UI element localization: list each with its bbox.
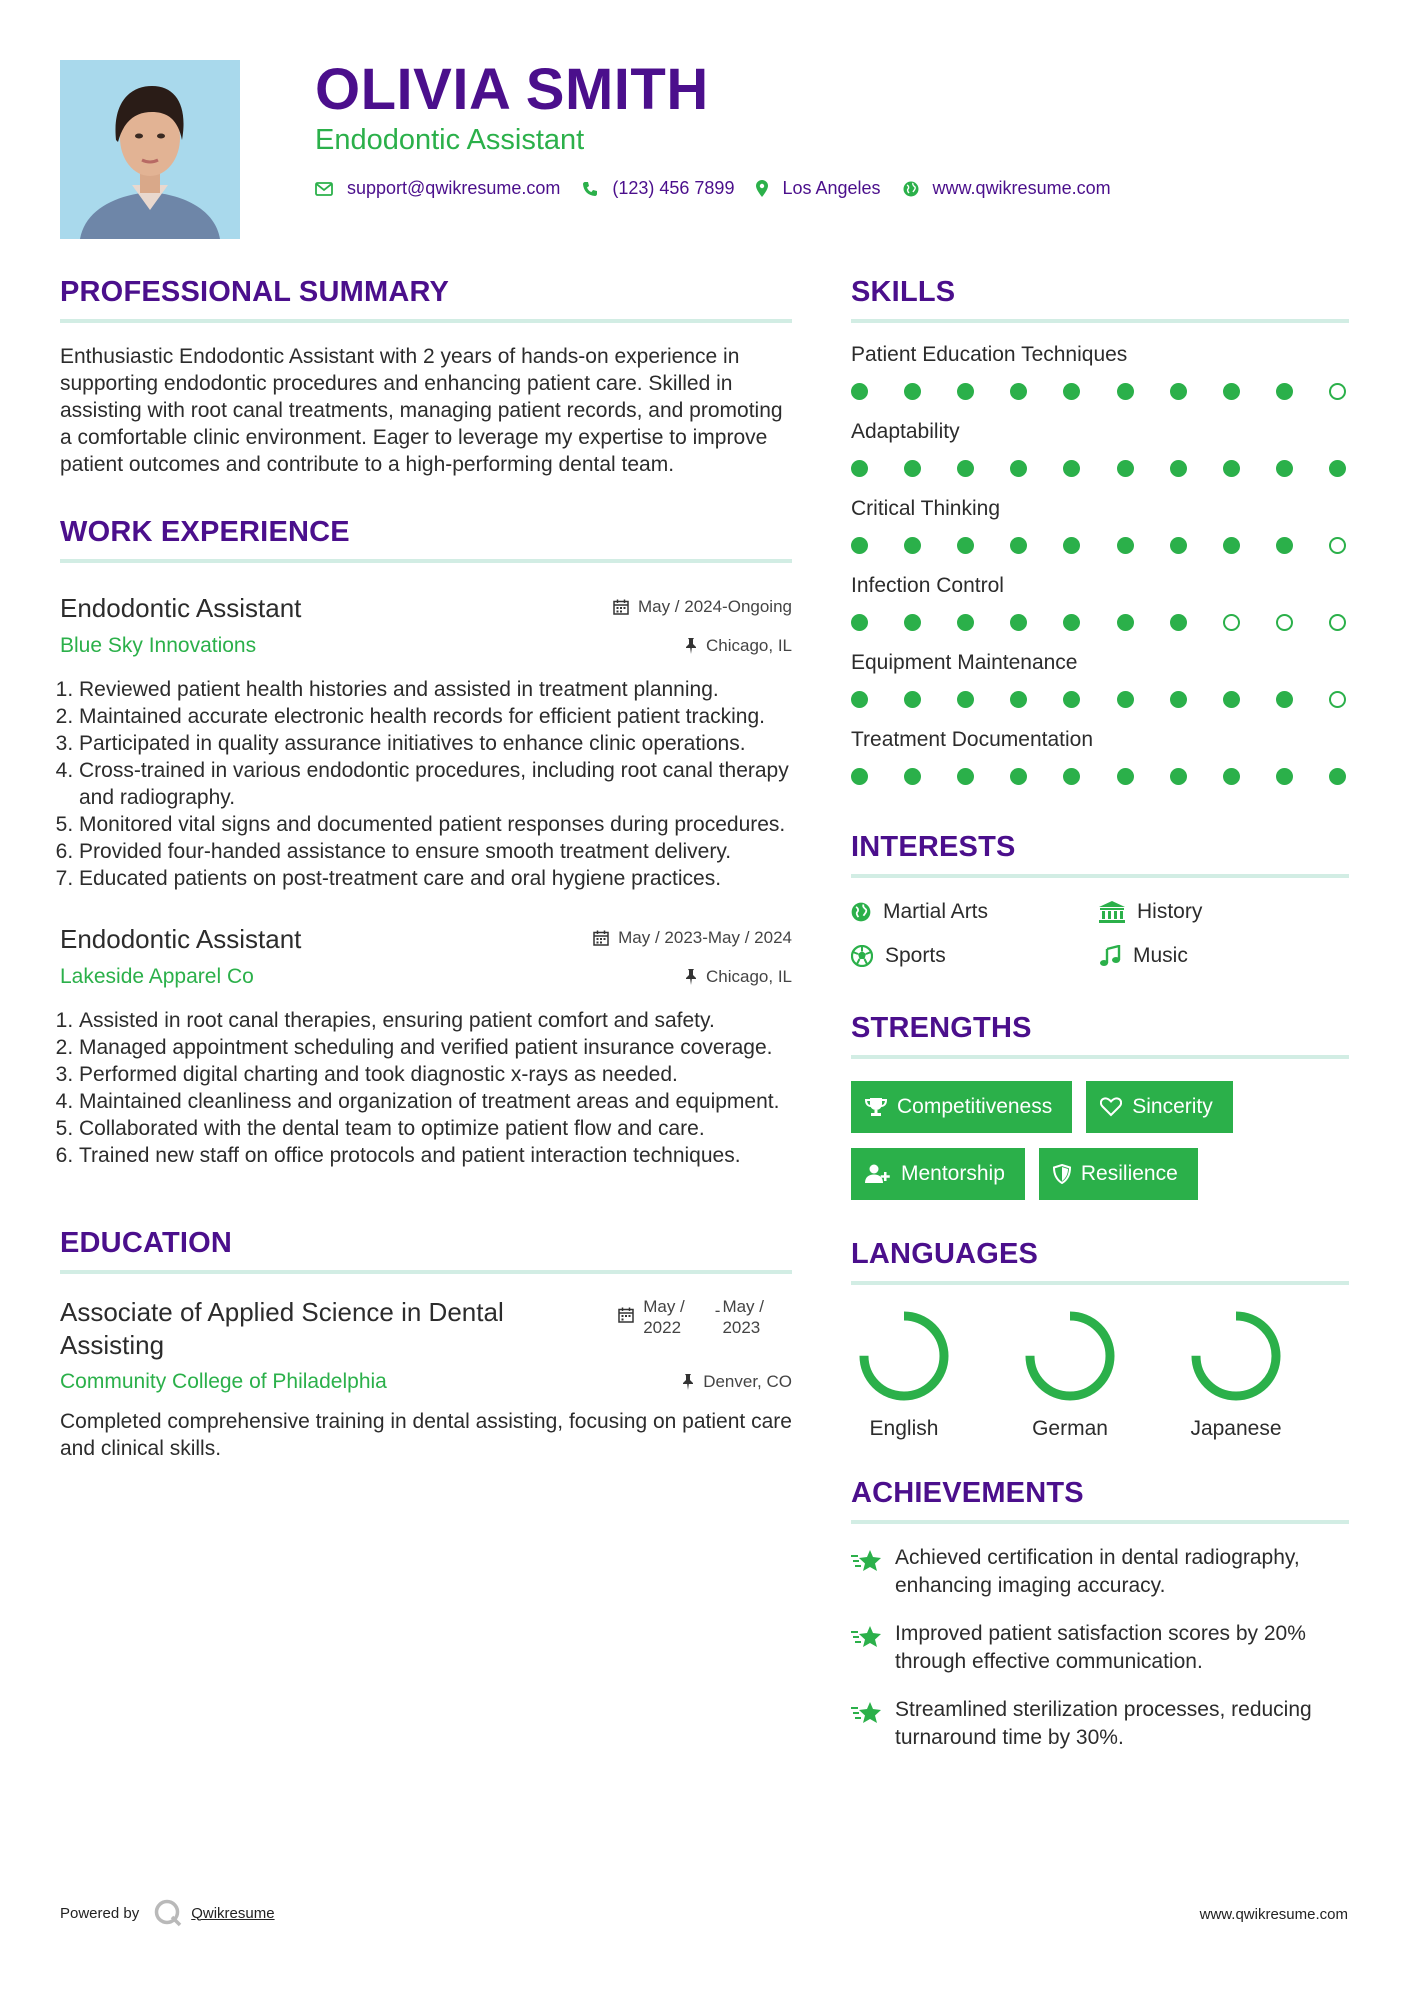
list-item: 4. Maintained cleanliness and organization of treatment areas and equipment. — [79, 1088, 792, 1115]
skill-rating — [851, 768, 1346, 785]
job-location — [685, 636, 792, 656]
music-note-icon — [1099, 945, 1121, 967]
achievement-item — [851, 1544, 1349, 1600]
achievement-item — [851, 1620, 1349, 1676]
pushpin-icon — [685, 969, 697, 985]
rating-dot-filled — [1063, 383, 1080, 400]
rating-dot-filled — [1170, 460, 1187, 477]
rating-dot-filled — [1223, 691, 1240, 708]
skill-name: Critical Thinking — [851, 497, 1000, 520]
education-location — [682, 1372, 792, 1392]
rating-dot-filled — [904, 537, 921, 554]
achievements-section — [851, 1477, 1349, 1752]
rating-dot-filled — [851, 691, 868, 708]
experience-section — [60, 516, 792, 1169]
rating-dot-filled — [904, 768, 921, 785]
job-entry — [60, 924, 792, 1169]
calendar-icon — [593, 930, 609, 946]
education-dates: May / 2022 - May / 2023 — [618, 1296, 764, 1338]
language-level-ring — [857, 1309, 951, 1403]
skill-name: Infection Control — [851, 574, 1004, 597]
list-item: 6. Provided four-handed assistance to ensure smooth treatment delivery. — [79, 838, 792, 865]
calendar-icon — [618, 1307, 634, 1323]
footer-powered-by — [60, 1898, 275, 1928]
rating-dot-filled — [957, 614, 974, 631]
language-level-arc — [864, 1316, 944, 1396]
rating-dot-filled — [1117, 537, 1134, 554]
strength-tag — [1039, 1148, 1198, 1200]
rating-dot-filled — [1223, 460, 1240, 477]
skills-list — [851, 343, 1349, 785]
rating-dot-filled — [1010, 614, 1027, 631]
heart-icon — [1100, 1097, 1122, 1117]
job-dates — [593, 928, 792, 948]
envelope-icon — [315, 182, 333, 196]
strength-label: Competitiveness — [897, 1095, 1053, 1118]
list-item: 1. Assisted in root canal therapies, ensuring patient comfort and safety. — [79, 1007, 792, 1034]
phone-icon — [582, 181, 598, 197]
rating-dot-filled — [1010, 460, 1027, 477]
degree-title: Associate of Applied Science in Dental Assisting — [60, 1297, 504, 1360]
company-name: Lakeside Apparel Co — [60, 965, 254, 988]
shield-icon — [1053, 1164, 1071, 1184]
strength-label: Mentorship — [901, 1162, 1005, 1185]
job-dates — [613, 597, 792, 617]
rating-dot-filled — [957, 537, 974, 554]
education-section — [60, 1227, 792, 1462]
list-item: 5. Monitored vital signs and documented patient responses during procedures. — [79, 811, 792, 838]
website-text: www.qwikresume.com — [932, 178, 1111, 198]
user-plus-icon — [865, 1164, 891, 1184]
award-star-icon — [851, 1624, 883, 1650]
job-location-text: Chicago, IL — [706, 636, 792, 655]
strength-tag — [851, 1148, 1025, 1200]
rating-dot-filled — [851, 768, 868, 785]
rating-dot-filled — [1063, 768, 1080, 785]
languages-section — [851, 1238, 1349, 1441]
skills-section — [851, 276, 1349, 785]
contact-email[interactable] — [315, 178, 560, 199]
list-item: 7. Educated patients on post-treatment care and oral hygiene practices. — [79, 865, 792, 892]
rating-dot-filled — [1329, 460, 1346, 477]
rating-dot-filled — [1063, 691, 1080, 708]
list-item: 3. Performed digital charting and took diagnostic x-rays as needed. — [79, 1061, 792, 1088]
list-item: 3. Participated in quality assurance initiatives to enhance clinic operations. — [79, 730, 792, 757]
map-pin-icon — [756, 180, 768, 197]
language-item — [1183, 1309, 1349, 1441]
rating-dot-filled — [1170, 768, 1187, 785]
interests-section — [851, 831, 1349, 968]
rating-dot-filled — [1276, 460, 1293, 477]
skill-rating — [851, 691, 1346, 708]
language-name: English — [869, 1417, 939, 1440]
rating-dot-filled — [851, 614, 868, 631]
location-text: Los Angeles — [782, 178, 881, 198]
education-description: Completed comprehensive training in dental assisting, focusing on patient care and clinical skills. — [60, 1410, 792, 1460]
section-divider — [851, 1520, 1349, 1524]
rating-dot-empty — [1329, 691, 1346, 708]
rating-dot-filled — [1063, 614, 1080, 631]
rating-dot-filled — [1063, 537, 1080, 554]
rating-dot-filled — [1063, 460, 1080, 477]
language-level-arc — [1196, 1316, 1276, 1396]
list-item: 6. Trained new staff on office protocols and patient interaction techniques. — [79, 1142, 792, 1169]
skill-rating — [851, 614, 1346, 631]
rating-dot-filled — [904, 614, 921, 631]
rating-dot-empty — [1329, 383, 1346, 400]
pushpin-icon — [682, 1374, 694, 1390]
achievement-text: Improved patient satisfaction scores by 20% through effective communication. — [895, 1622, 1306, 1673]
interests-list — [851, 900, 1349, 968]
section-divider — [60, 319, 792, 323]
rating-dot-filled — [851, 383, 868, 400]
rating-dot-filled — [1170, 383, 1187, 400]
profile-photo — [60, 60, 240, 239]
rating-dot-filled — [957, 691, 974, 708]
rating-dot-filled — [851, 537, 868, 554]
skill-name: Equipment Maintenance — [851, 651, 1078, 674]
rating-dot-filled — [904, 460, 921, 477]
rating-dot-filled — [1010, 537, 1027, 554]
rating-dot-filled — [957, 460, 974, 477]
rating-dot-filled — [1170, 614, 1187, 631]
rating-dot-filled — [1170, 691, 1187, 708]
rating-dot-filled — [1276, 691, 1293, 708]
interest-label: Martial Arts — [883, 900, 989, 923]
education-heading: EDUCATION — [60, 1227, 233, 1259]
language-level-arc — [1030, 1316, 1110, 1396]
interest-item — [1099, 944, 1299, 968]
interest-label: Music — [1133, 944, 1188, 967]
education-location-text: Denver, CO — [703, 1372, 792, 1391]
interest-item — [851, 944, 1099, 968]
achievement-text: Achieved certification in dental radiography, enhancing imaging accuracy. — [895, 1546, 1300, 1597]
phone-text: (123) 456 7899 — [612, 178, 735, 198]
language-name: German — [1032, 1417, 1108, 1440]
award-star-icon — [851, 1548, 883, 1574]
contact-location — [756, 178, 880, 199]
language-name: Japanese — [1190, 1417, 1282, 1440]
skill-name: Adaptability — [851, 420, 960, 443]
achievement-text: Streamlined sterilization processes, reducing turnaround time by 30%. — [895, 1698, 1312, 1749]
summary-heading: PROFESSIONAL SUMMARY — [60, 276, 450, 308]
section-divider — [851, 874, 1349, 878]
interest-item — [1099, 900, 1299, 924]
edu-end-month: May / — [722, 1297, 764, 1316]
rating-dot-filled — [1276, 383, 1293, 400]
section-divider — [851, 319, 1349, 323]
achievements-heading: ACHIEVEMENTS — [851, 1477, 1084, 1509]
rating-dot-filled — [1010, 768, 1027, 785]
skill-rating — [851, 383, 1346, 400]
skill-name: Treatment Documentation — [851, 728, 1094, 751]
skill-item — [851, 420, 1349, 477]
rating-dot-filled — [904, 691, 921, 708]
email-text: support@qwikresume.com — [347, 178, 561, 198]
rating-dot-empty — [1223, 614, 1240, 631]
portrait-illustration — [60, 60, 240, 239]
strengths-list — [851, 1081, 1351, 1215]
rating-dot-filled — [1117, 383, 1134, 400]
candidate-title: Endodontic Assistant — [315, 124, 585, 156]
strength-label: Resilience — [1080, 1162, 1178, 1185]
duties-list — [60, 676, 792, 892]
qwikresume-logo-icon — [153, 1898, 183, 1928]
rating-dot-filled — [1117, 460, 1134, 477]
skill-item — [851, 497, 1349, 554]
rating-dot-filled — [957, 383, 974, 400]
museum-icon — [1099, 901, 1125, 923]
interest-item — [851, 900, 1099, 924]
strengths-heading: STRENGTHS — [851, 1012, 1032, 1044]
strength-label: Sincerity — [1132, 1095, 1213, 1118]
achievement-item — [851, 1696, 1349, 1752]
rating-dot-filled — [1223, 768, 1240, 785]
rating-dot-filled — [1117, 691, 1134, 708]
rating-dot-filled — [1276, 768, 1293, 785]
edu-start-year: 2022 — [643, 1318, 682, 1337]
language-item — [851, 1309, 1017, 1441]
strength-tag — [1086, 1081, 1233, 1133]
language-item — [1017, 1309, 1183, 1441]
footer-website[interactable]: www.qwikresume.com — [1199, 1906, 1348, 1923]
skill-item — [851, 343, 1349, 400]
list-item: 5. Collaborated with the dental team to optimize patient flow and care. — [79, 1115, 792, 1142]
right-column — [851, 276, 1349, 1752]
summary-text: Enthusiastic Endodontic Assistant with 2 years of hands-on experience in supporting endodontic procedures and enhancing patient care. Skilled in assisting with root canal treatments, managing patient records, and promoting a comfortable clinic environment. Eager to leverage my expertise to improve patient outcomes and contribute to a high-performing dental team. — [60, 345, 783, 476]
rating-dot-filled — [1223, 383, 1240, 400]
rating-dot-filled — [957, 768, 974, 785]
candidate-name: OLIVIA SMITH — [315, 57, 709, 122]
strengths-section — [851, 1012, 1349, 1215]
job-dates-text: May / 2024-Ongoing — [637, 597, 792, 616]
interest-label: History — [1137, 900, 1203, 923]
duties-list — [60, 1007, 792, 1169]
job-location-text: Chicago, IL — [706, 967, 792, 986]
contact-website[interactable] — [903, 178, 1111, 199]
list-item: 1. Reviewed patient health histories and assisted in treatment planning. — [79, 676, 792, 703]
rating-dot-empty — [1329, 614, 1346, 631]
languages-list — [851, 1309, 1349, 1441]
left-column — [60, 276, 792, 1462]
trophy-icon — [865, 1097, 887, 1117]
summary-section — [60, 276, 792, 478]
globe-icon — [903, 181, 919, 197]
section-divider — [851, 1281, 1349, 1285]
language-level-ring — [1023, 1309, 1117, 1403]
list-item: 2. Managed appointment scheduling and verified patient insurance coverage. — [79, 1034, 792, 1061]
rating-dot-filled — [1010, 691, 1027, 708]
rating-dot-filled — [1276, 537, 1293, 554]
rating-dot-empty — [1329, 537, 1346, 554]
rating-dot-filled — [1117, 768, 1134, 785]
rating-dot-filled — [1010, 383, 1027, 400]
skills-heading: SKILLS — [851, 276, 956, 308]
section-divider — [60, 559, 792, 563]
rating-dot-filled — [1170, 537, 1187, 554]
job-location — [685, 967, 792, 987]
company-name: Blue Sky Innovations — [60, 634, 257, 657]
award-star-icon — [851, 1700, 883, 1726]
globe-icon — [851, 902, 871, 922]
pushpin-icon — [685, 638, 697, 654]
language-level-ring — [1189, 1309, 1283, 1403]
rating-dot-filled — [1117, 614, 1134, 631]
experience-heading: WORK EXPERIENCE — [60, 516, 350, 548]
skill-item — [851, 574, 1349, 631]
job-dates-text: May / 2023-May / 2024 — [618, 928, 792, 947]
list-item: 2. Maintained accurate electronic health records for efficient patient tracking. — [79, 703, 792, 730]
interest-label: Sports — [885, 944, 946, 967]
skill-rating — [851, 537, 1346, 554]
soccer-ball-icon — [851, 945, 873, 967]
job-title: Endodontic Assistant — [60, 593, 302, 623]
languages-heading: LANGUAGES — [851, 1238, 1039, 1270]
edu-start-month: May / — [643, 1297, 685, 1316]
section-divider — [851, 1055, 1349, 1059]
skill-item — [851, 728, 1349, 785]
section-divider — [60, 1270, 792, 1274]
skill-rating — [851, 460, 1346, 477]
skill-item — [851, 651, 1349, 708]
edu-end-year: 2023 — [722, 1318, 761, 1337]
brand-link[interactable]: Qwikresume — [191, 1904, 275, 1922]
rating-dot-empty — [1276, 614, 1293, 631]
rating-dot-filled — [1329, 768, 1346, 785]
powered-by-label: Powered by — [60, 1904, 140, 1922]
list-item: 4. Cross-trained in various endodontic procedures, including root canal therapy and radiography. — [79, 757, 792, 811]
job-title: Endodontic Assistant — [60, 924, 302, 954]
skill-name: Patient Education Techniques — [851, 343, 1128, 366]
rating-dot-filled — [851, 460, 868, 477]
contact-bar — [315, 178, 1133, 199]
job-entry — [60, 593, 792, 892]
contact-phone[interactable] — [582, 178, 734, 199]
rating-dot-filled — [904, 383, 921, 400]
calendar-icon — [613, 599, 629, 615]
rating-dot-filled — [1223, 537, 1240, 554]
school-name: Community College of Philadelphia — [60, 1370, 387, 1393]
interests-heading: INTERESTS — [851, 831, 1016, 863]
strength-tag — [851, 1081, 1072, 1133]
